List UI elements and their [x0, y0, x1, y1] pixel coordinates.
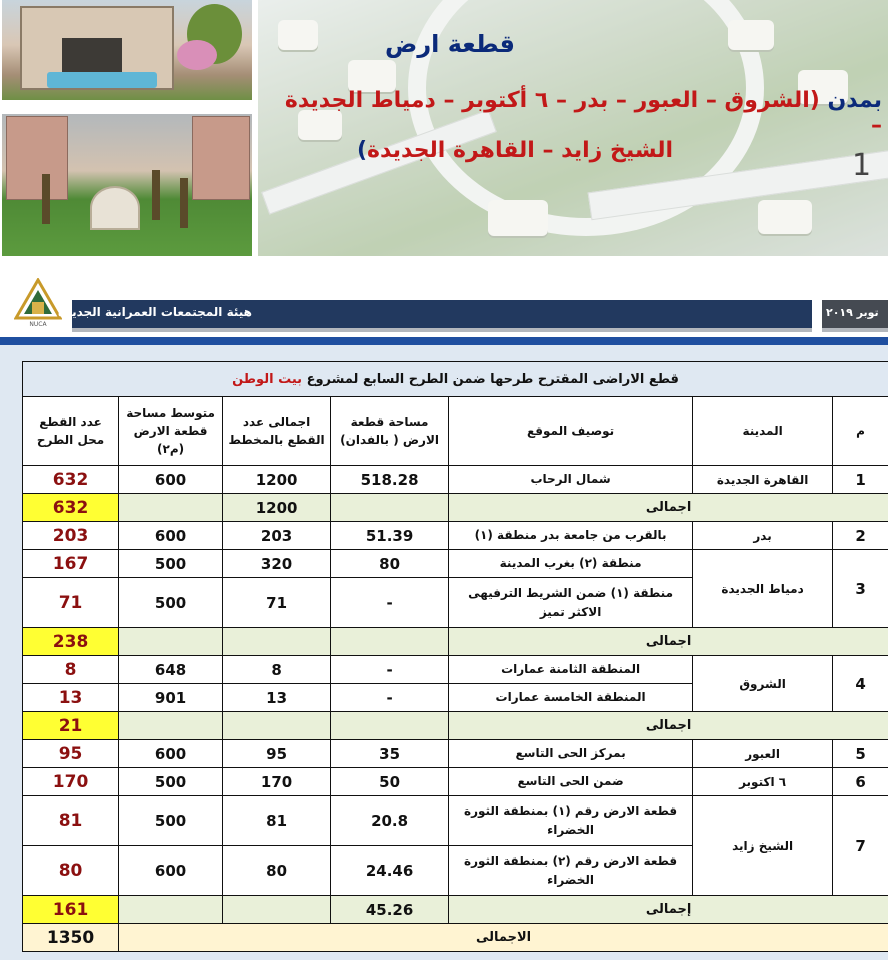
cell-avg: 648 — [119, 656, 223, 684]
cell-area: 50 — [331, 768, 449, 796]
subtotal-row — [23, 712, 888, 740]
subtotal-total: 1200 — [223, 494, 331, 522]
table-caption-row — [23, 362, 888, 397]
table-header-row — [23, 397, 888, 466]
cell-offered: 203 — [23, 522, 119, 550]
cell-city: بدر — [693, 522, 833, 550]
table-row — [23, 466, 888, 494]
table-row — [23, 522, 888, 550]
subtotal-total — [223, 628, 331, 656]
header-total-plots: اجمالى عدد القطع بالمخطط — [223, 397, 331, 466]
cell-location: قطعة الارض رقم (٢) بمنطقة الثورة الخضراء — [449, 846, 693, 896]
org-name: هيئة المجتمعات العمرانية الجديدة — [58, 305, 252, 319]
subtotal-offered: 632 — [23, 494, 119, 522]
cell-index: 2 — [833, 522, 888, 550]
header-location: توصيف الموقع — [449, 397, 693, 466]
cell-avg: 600 — [119, 522, 223, 550]
subtotal-avg — [119, 712, 223, 740]
cell-location: منطقة (١) ضمن الشريط الترفيهى الاكثر تميز — [449, 578, 693, 628]
cities-line-1 — [270, 88, 882, 138]
compound-photo — [2, 114, 252, 256]
subtotal-area — [331, 628, 449, 656]
cell-index: 3 — [833, 550, 888, 628]
date-label: توبر ٢٠١٩ — [826, 306, 879, 319]
cell-total: 320 — [223, 550, 331, 578]
cell-offered: 71 — [23, 578, 119, 628]
cell-total: 95 — [223, 740, 331, 768]
cell-total: 8 — [223, 656, 331, 684]
subtotal-row — [23, 494, 888, 522]
table-row — [23, 550, 888, 578]
cell-index: 7 — [833, 796, 888, 896]
header-underline — [0, 337, 888, 345]
cell-total: 80 — [223, 846, 331, 896]
subtotal-row — [23, 896, 888, 924]
cell-location: المنطقة الثامنة عمارات — [449, 656, 693, 684]
subtotal-avg — [119, 628, 223, 656]
caption-text: قطع الاراضى المقترح طرحها ضمن الطرح السابع لمشروع — [306, 371, 679, 387]
cell-avg: 600 — [119, 846, 223, 896]
org-name-bar — [58, 300, 812, 332]
cell-avg: 500 — [119, 768, 223, 796]
cell-city: القاهرة الجديدة — [693, 466, 833, 494]
grand-total-offered: 1350 — [23, 924, 119, 952]
cell-total: 170 — [223, 768, 331, 796]
cell-index: 5 — [833, 740, 888, 768]
cell-area: 24.46 — [331, 846, 449, 896]
cell-avg: 500 — [119, 550, 223, 578]
cell-location: بالقرب من جامعة بدر منطقة (١) — [449, 522, 693, 550]
cell-total: 1200 — [223, 466, 331, 494]
cell-avg: 600 — [119, 740, 223, 768]
subtotal-area: 45.26 — [331, 896, 449, 924]
subtotal-offered: 21 — [23, 712, 119, 740]
table-row — [23, 656, 888, 684]
table-section — [0, 345, 888, 960]
subtotal-area — [331, 712, 449, 740]
subtotal-area — [331, 494, 449, 522]
org-header — [0, 262, 888, 347]
cell-area: 20.8 — [331, 796, 449, 846]
cities-line-2 — [300, 138, 730, 163]
cell-index: 1 — [833, 466, 888, 494]
grand-total-label: الاجمالى — [119, 924, 888, 952]
cell-area: 51.39 — [331, 522, 449, 550]
cell-total: 71 — [223, 578, 331, 628]
subtotal-row — [23, 628, 888, 656]
cell-location: بمركز الحى التاسع — [449, 740, 693, 768]
cell-location: المنطقة الخامسة عمارات — [449, 684, 693, 712]
cell-location: قطعة الارض رقم (١) بمنطقة الثورة الخضراء — [449, 796, 693, 846]
subtotal-label: اجمالى — [449, 494, 888, 522]
date-box — [822, 300, 888, 332]
subtotal-total — [223, 712, 331, 740]
nuca-logo-icon — [14, 278, 62, 328]
grand-total-row — [23, 924, 888, 952]
subtotal-total — [223, 896, 331, 924]
cell-area: - — [331, 684, 449, 712]
cell-location: منطقة (٢) بغرب المدينة — [449, 550, 693, 578]
cell-city: العبور — [693, 740, 833, 768]
header-index: م — [833, 397, 888, 466]
cell-offered: 632 — [23, 466, 119, 494]
cell-city: الشروق — [693, 656, 833, 712]
cell-location: شمال الرحاب — [449, 466, 693, 494]
caption-project-name: بيت الوطن — [232, 371, 303, 387]
header-avg-area: متوسط مساحة قطعة الارض (م٢) — [119, 397, 223, 466]
subtotal-label: إجمالى — [449, 896, 888, 924]
cell-avg: 600 — [119, 466, 223, 494]
cell-offered: 95 — [23, 740, 119, 768]
cell-city: ٦ اكتوبر — [693, 768, 833, 796]
table-caption — [23, 362, 888, 397]
cities-prefix: بمدن — [827, 88, 882, 113]
cell-offered: 80 — [23, 846, 119, 896]
subtotal-offered: 161 — [23, 896, 119, 924]
subtotal-label: اجمالى — [449, 628, 888, 656]
cell-avg: 500 — [119, 578, 223, 628]
cell-total: 81 — [223, 796, 331, 846]
cell-city: دمياط الجديدة — [693, 550, 833, 628]
cell-index: 6 — [833, 768, 888, 796]
cell-area: - — [331, 656, 449, 684]
banner-title: قطعة ارض — [385, 30, 515, 58]
table-row — [23, 796, 888, 846]
subtotal-avg — [119, 896, 223, 924]
cities-list-2: الشيخ زايد – القاهرة الجديدة — [367, 138, 674, 163]
land-plots-table — [22, 361, 888, 952]
cities-close-paren: ) — [356, 138, 368, 163]
header-offered-plots: عدد القطع محل الطرح — [23, 397, 119, 466]
subtotal-label: اجمالى — [449, 712, 888, 740]
cell-index: 4 — [833, 656, 888, 712]
cell-area: 35 — [331, 740, 449, 768]
page-number: 1 — [852, 148, 872, 183]
cell-total: 13 — [223, 684, 331, 712]
cell-total: 203 — [223, 522, 331, 550]
cell-city: الشيخ زايد — [693, 796, 833, 896]
cell-offered: 13 — [23, 684, 119, 712]
cell-area: - — [331, 578, 449, 628]
banner — [0, 0, 888, 262]
cell-offered: 8 — [23, 656, 119, 684]
cell-avg: 500 — [119, 796, 223, 846]
cell-offered: 167 — [23, 550, 119, 578]
table-row — [23, 740, 888, 768]
table-row — [23, 768, 888, 796]
logo-caption: NUCA — [29, 321, 47, 328]
subtotal-avg — [119, 494, 223, 522]
cell-location: ضمن الحى التاسع — [449, 768, 693, 796]
cell-offered: 81 — [23, 796, 119, 846]
cell-area: 80 — [331, 550, 449, 578]
cell-offered: 170 — [23, 768, 119, 796]
cell-area: 518.28 — [331, 466, 449, 494]
villa-photo — [2, 0, 252, 100]
cities-list-1: (الشروق – العبور – بدر – ٦ أكتوبر – دمياط الجديدة – — [284, 88, 882, 138]
header-city: المدينة — [693, 397, 833, 466]
subtotal-offered: 238 — [23, 628, 119, 656]
header-area: مساحة قطعة الارض ( بالفدان) — [331, 397, 449, 466]
cell-avg: 901 — [119, 684, 223, 712]
